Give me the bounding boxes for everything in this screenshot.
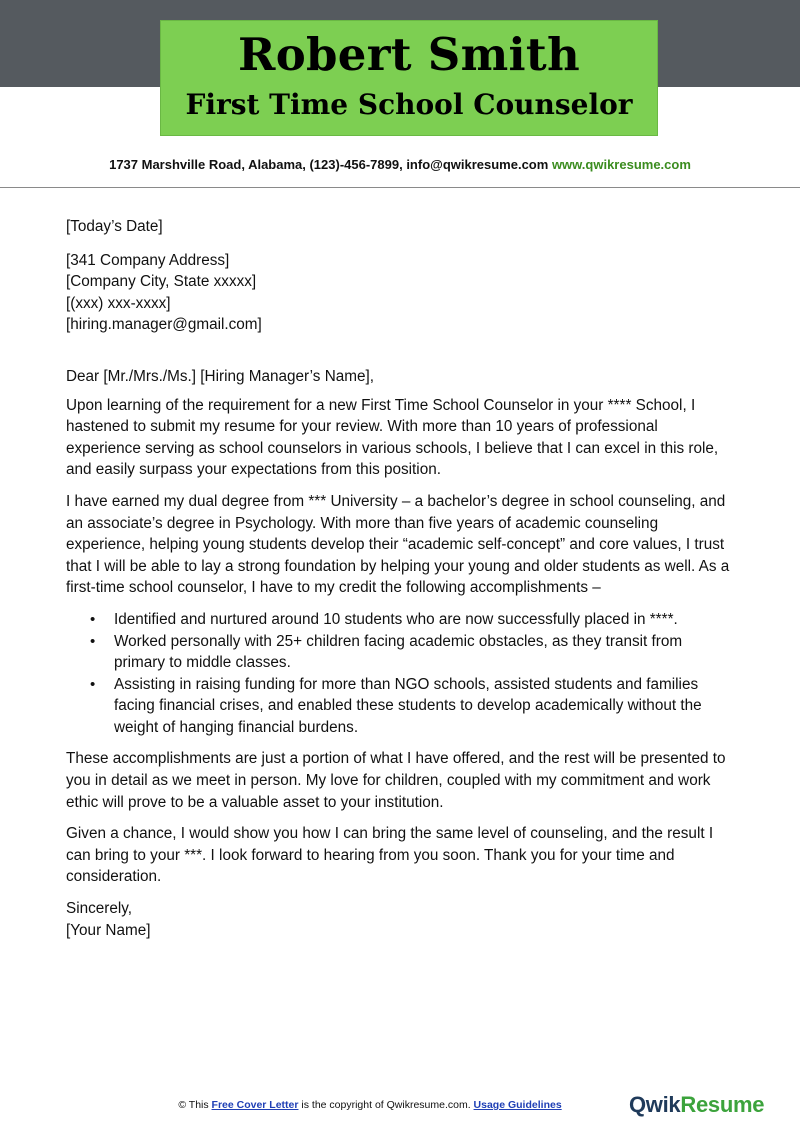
contact-line (0, 157, 800, 172)
list-item (90, 609, 736, 631)
salutation: Dear [Mr./Mrs./Ms.] [Hiring Manager’s Name], (66, 367, 374, 385)
job-title: First Time School Counselor (185, 88, 633, 121)
name-title-box (160, 20, 658, 136)
bullet-icon: • (90, 675, 96, 693)
list-item-text: Worked personally with 25+ children facing academic obstacles, as they transit from primary to middle classes. (114, 632, 683, 672)
bullet-icon: • (90, 610, 96, 628)
address-line-phone: [(xxx) xxx-xxxx] (66, 294, 171, 312)
contact-details: 1737 Marshville Road, Alabama, (123)-456-7899, info@qwikresume.com (109, 157, 549, 172)
logo-part-resume: Resume (680, 1092, 765, 1117)
signature-name: [Your Name] (66, 921, 151, 939)
footer-middle: is the copyright of Qwikresume.com. (298, 1099, 474, 1111)
letter-date: [Today’s Date] (66, 218, 163, 235)
paragraph-intro: Upon learning of the requirement for a new First Time School Counselor in your **** School, I hastened to submit my resume for your review. With more than 10 years of professional experience serving as school counselors in various schools, I believe that I can excel in this role, and easily surpass your expectations from this position. (66, 396, 719, 479)
bullet-icon: • (90, 632, 96, 650)
closing-phrase: Sincerely, (66, 900, 133, 918)
list-item-text: Identified and nurtured around 10 students who are now successfully placed in ****. (114, 610, 678, 628)
logo-part-qwik: Qwik (629, 1092, 681, 1117)
usage-guidelines-link[interactable]: Usage Guidelines (473, 1099, 562, 1111)
footer-prefix: © This (178, 1099, 212, 1111)
paragraph-education: I have earned my dual degree from *** University – a bachelor’s degree in school counseling, and an associate’s degree in Psychology. With more than five years of academic counseling experience, helping young students develop their “academic self-concept” and core values, I trust that I will be able to lay a strong foundation by helping your young and older students as well. As a first-time school counselor, I have to my credit the following accomplishments – (66, 492, 730, 597)
qwikresume-logo (629, 1092, 764, 1118)
address-line-street: [341 Company Address] (66, 251, 230, 269)
website-link[interactable]: www.qwikresume.com (551, 157, 691, 172)
list-item-text: Assisting in raising funding for more than NGO schools, assisted students and families facing financial crises, and enabled these students to develop academically without the weight of hanging financial burdens. (114, 675, 702, 736)
address-line-city: [Company City, State xxxxx] (66, 273, 257, 291)
free-cover-letter-link[interactable]: Free Cover Letter (211, 1099, 299, 1111)
accomplishments-list (66, 609, 736, 739)
list-item (90, 674, 736, 739)
letter-body (66, 216, 736, 941)
list-item (90, 631, 736, 674)
header-divider (0, 187, 800, 188)
paragraph-summary: These accomplishments are just a portion of what I have offered, and the rest will be presented to you in detail as we meet in person. My love for children, coupled with my commitment and work ethic will prove to be a valuable asset to your institution. (66, 750, 726, 811)
address-line-email: [hiring.manager@gmail.com] (66, 316, 262, 334)
recipient-address (66, 250, 736, 336)
candidate-name: Robert Smith (238, 28, 580, 81)
paragraph-closing: Given a chance, I would show you how I can bring the same level of counseling, and the result I can bring to your ***. I look forward to hearing from you soon. Thank you for your time and consideration. (66, 825, 714, 886)
